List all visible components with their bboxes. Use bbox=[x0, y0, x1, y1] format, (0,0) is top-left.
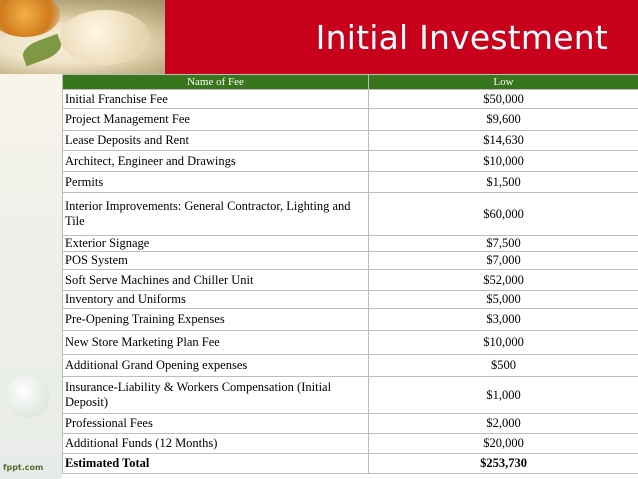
table-row bbox=[63, 131, 638, 151]
table-row bbox=[63, 434, 638, 454]
fee-name: Professional Fees bbox=[63, 414, 369, 434]
fee-amount: $50,000 bbox=[369, 90, 638, 109]
fee-table bbox=[62, 74, 638, 474]
title-bar bbox=[165, 0, 638, 74]
fee-name: POS System bbox=[63, 252, 369, 270]
food-photo-leaf bbox=[20, 34, 64, 66]
decor-ball bbox=[6, 374, 50, 418]
watermark-text: fppt.com bbox=[3, 463, 44, 472]
fee-amount: $14,630 bbox=[369, 131, 638, 151]
table-row bbox=[63, 414, 638, 434]
fee-amount: $1,000 bbox=[369, 377, 638, 414]
total-label: Estimated Total bbox=[63, 454, 369, 474]
fee-amount: $2,000 bbox=[369, 414, 638, 434]
fee-amount: $10,000 bbox=[369, 331, 638, 355]
fee-amount: $20,000 bbox=[369, 434, 638, 454]
fee-name: Initial Franchise Fee bbox=[63, 90, 369, 109]
table-row bbox=[63, 331, 638, 355]
fee-name: Lease Deposits and Rent bbox=[63, 131, 369, 151]
table-row bbox=[63, 172, 638, 193]
table-row bbox=[63, 355, 638, 377]
fee-amount: $7,500 bbox=[369, 236, 638, 252]
food-photo-orange bbox=[0, 0, 60, 37]
fee-amount: $9,600 bbox=[369, 109, 638, 131]
table-row bbox=[63, 291, 638, 309]
table-row bbox=[63, 90, 638, 109]
table-row bbox=[63, 252, 638, 270]
fee-amount: $500 bbox=[369, 355, 638, 377]
table-row bbox=[63, 270, 638, 291]
slide-title: Initial Investment bbox=[315, 17, 608, 57]
table-row bbox=[63, 193, 638, 236]
fee-amount: $3,000 bbox=[369, 309, 638, 331]
food-photo-cream bbox=[60, 10, 150, 65]
fee-name: Architect, Engineer and Drawings bbox=[63, 151, 369, 172]
table-row bbox=[63, 151, 638, 172]
fee-name: New Store Marketing Plan Fee bbox=[63, 331, 369, 355]
header-low: Low bbox=[369, 75, 638, 90]
fee-name: Pre-Opening Training Expenses bbox=[63, 309, 369, 331]
fee-name: Exterior Signage bbox=[63, 236, 369, 252]
fee-name: Soft Serve Machines and Chiller Unit bbox=[63, 270, 369, 291]
fee-amount: $60,000 bbox=[369, 193, 638, 236]
fee-amount: $5,000 bbox=[369, 291, 638, 309]
table-row bbox=[63, 109, 638, 131]
header-name-of-fee: Name of Fee bbox=[63, 75, 369, 90]
fee-amount: $7,000 bbox=[369, 252, 638, 270]
fee-amount: $52,000 bbox=[369, 270, 638, 291]
fee-amount: $10,000 bbox=[369, 151, 638, 172]
left-decor-strip bbox=[0, 74, 62, 479]
total-row bbox=[63, 454, 638, 474]
fee-name: Additional Funds (12 Months) bbox=[63, 434, 369, 454]
table-row bbox=[63, 309, 638, 331]
fee-name: Permits bbox=[63, 172, 369, 193]
table-header-row bbox=[63, 75, 638, 90]
fee-name: Interior Improvements: General Contractor, Lighting and Tile bbox=[63, 193, 369, 236]
fee-name: Project Management Fee bbox=[63, 109, 369, 131]
fee-amount: $1,500 bbox=[369, 172, 638, 193]
fee-name: Inventory and Uniforms bbox=[63, 291, 369, 309]
table-row bbox=[63, 377, 638, 414]
fee-name: Insurance-Liability & Workers Compensation (Initial Deposit) bbox=[63, 377, 369, 414]
fee-name: Additional Grand Opening expenses bbox=[63, 355, 369, 377]
table-row bbox=[63, 236, 638, 252]
total-amount: $253,730 bbox=[369, 454, 638, 474]
